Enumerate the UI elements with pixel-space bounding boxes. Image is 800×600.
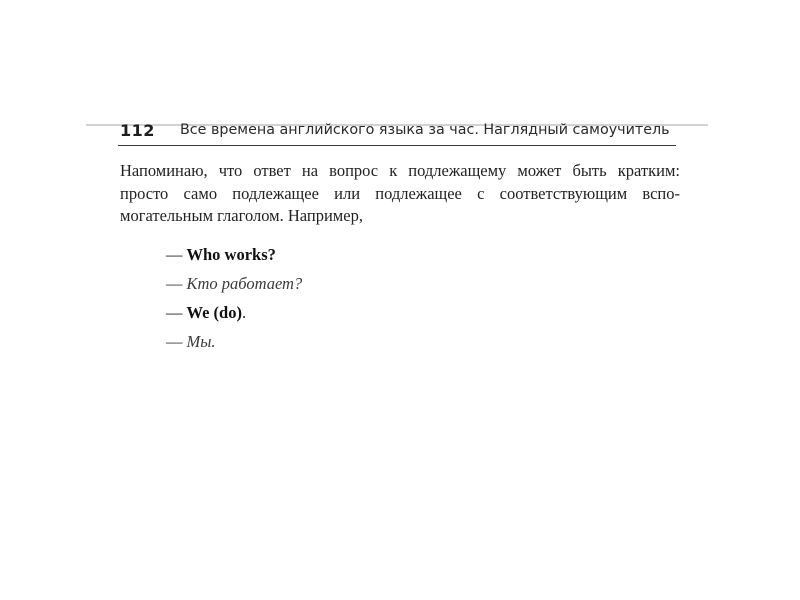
paragraph-line: могательным глаголом. Например,: [120, 206, 363, 225]
paragraph-line: Напоминаю, что ответ на вопрос к подлежащему может быть кратким:: [120, 161, 680, 180]
dialogue-text: Кто работает?: [186, 274, 303, 293]
dialogue-text: Мы.: [186, 332, 216, 351]
paragraph-line: просто само подлежащее или подлежащее с соответствующим вспо-: [120, 183, 680, 203]
dialogue-dash: —: [166, 274, 183, 293]
body-paragraph: [120, 160, 680, 228]
dialogue-example: [166, 240, 302, 356]
header-bottom-rule: [118, 145, 676, 146]
page-number: 112: [120, 121, 155, 140]
book-title: Все времена английского языка за час. Наглядный самоучитель: [180, 122, 670, 138]
dialogue-dash: —: [166, 245, 183, 264]
dialogue-line-answer-en: [166, 298, 302, 327]
running-head: [118, 118, 708, 148]
dialogue-dash: —: [166, 303, 183, 322]
dialogue-line-answer-ru: [166, 327, 302, 356]
dialogue-text: We (do): [186, 303, 242, 322]
dialogue-line-question-en: [166, 240, 302, 269]
dialogue-text: Who works?: [186, 245, 276, 264]
dialogue-trail: .: [241, 303, 247, 322]
dialogue-dash: —: [166, 332, 183, 351]
dialogue-line-question-ru: [166, 269, 302, 298]
